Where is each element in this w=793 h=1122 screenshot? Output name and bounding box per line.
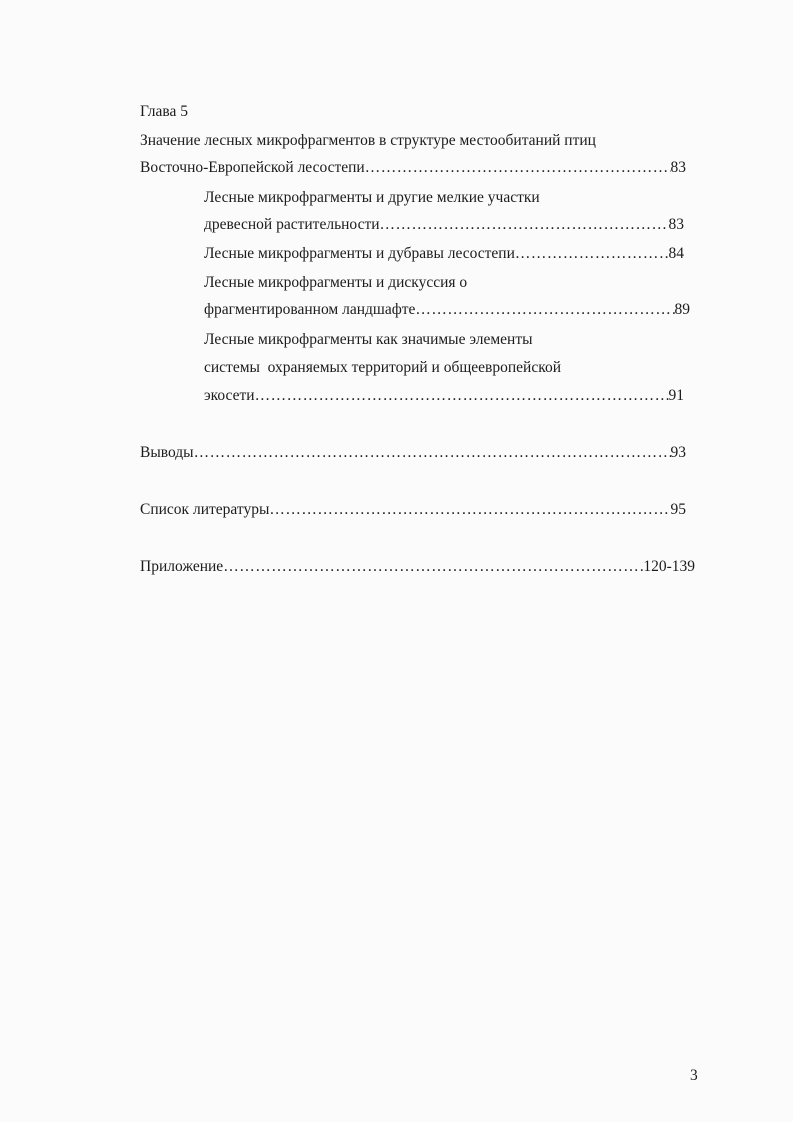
- toc-entry-label: фрагментированном ландшафте: [204, 301, 416, 318]
- toc-page-number: 93: [670, 444, 686, 461]
- toc-page-number: 95: [670, 501, 686, 518]
- toc-entry-label: Восточно-Европейской лесостепи: [140, 159, 365, 176]
- toc-entry-section-2[interactable]: [204, 244, 684, 264]
- chapter-title-line1: Значение лесных микрофрагментов в структуре местообитаний птиц: [140, 132, 596, 149]
- dot-leader: [194, 443, 671, 463]
- section-title-line: Лесные микрофрагменты и другие мелкие участки: [204, 189, 540, 206]
- toc-entry-conclusions[interactable]: [140, 443, 686, 463]
- toc-page-number: 83: [670, 159, 686, 176]
- toc-page-number: 89: [674, 301, 690, 318]
- dot-leader: [515, 244, 669, 264]
- toc-page-number: 91: [668, 387, 684, 404]
- section-title-line: системы охраняемых территорий и общеевропейской: [204, 359, 562, 376]
- dot-leader: [223, 557, 643, 577]
- toc-entry-appendix[interactable]: [140, 557, 695, 577]
- toc-entry-section-4[interactable]: [204, 386, 684, 406]
- toc-entry-label: экосети: [204, 387, 255, 404]
- toc-entry-label: Выводы: [140, 444, 194, 461]
- page-number: 3: [690, 1067, 698, 1084]
- chapter-label: Глава 5: [140, 103, 189, 120]
- toc-page-number: 120-139: [643, 558, 695, 575]
- toc-page-number: 83: [668, 216, 684, 233]
- dot-leader: [255, 386, 669, 406]
- toc-entry-label: Лесные микрофрагменты и дубравы лесостепи: [204, 245, 515, 262]
- dot-leader: [415, 300, 674, 320]
- toc-entry-references[interactable]: [140, 500, 686, 520]
- toc-entry-label: древесной растительности: [204, 216, 380, 233]
- toc-entry-section-3[interactable]: [204, 300, 690, 320]
- toc-entry-section-1[interactable]: [204, 215, 684, 235]
- toc-entry-label: Приложение: [140, 558, 224, 575]
- section-title-line: Лесные микрофрагменты и дискуссия о: [204, 274, 468, 291]
- toc-page-number: 84: [668, 245, 684, 262]
- toc-entry-label: Список литературы: [140, 501, 270, 518]
- toc-entry-chapter-5[interactable]: [140, 158, 686, 178]
- dot-leader: [365, 158, 671, 178]
- dot-leader: [380, 215, 669, 235]
- section-title-line: Лесные микрофрагменты как значимые элементы: [204, 331, 533, 348]
- dot-leader: [269, 500, 670, 520]
